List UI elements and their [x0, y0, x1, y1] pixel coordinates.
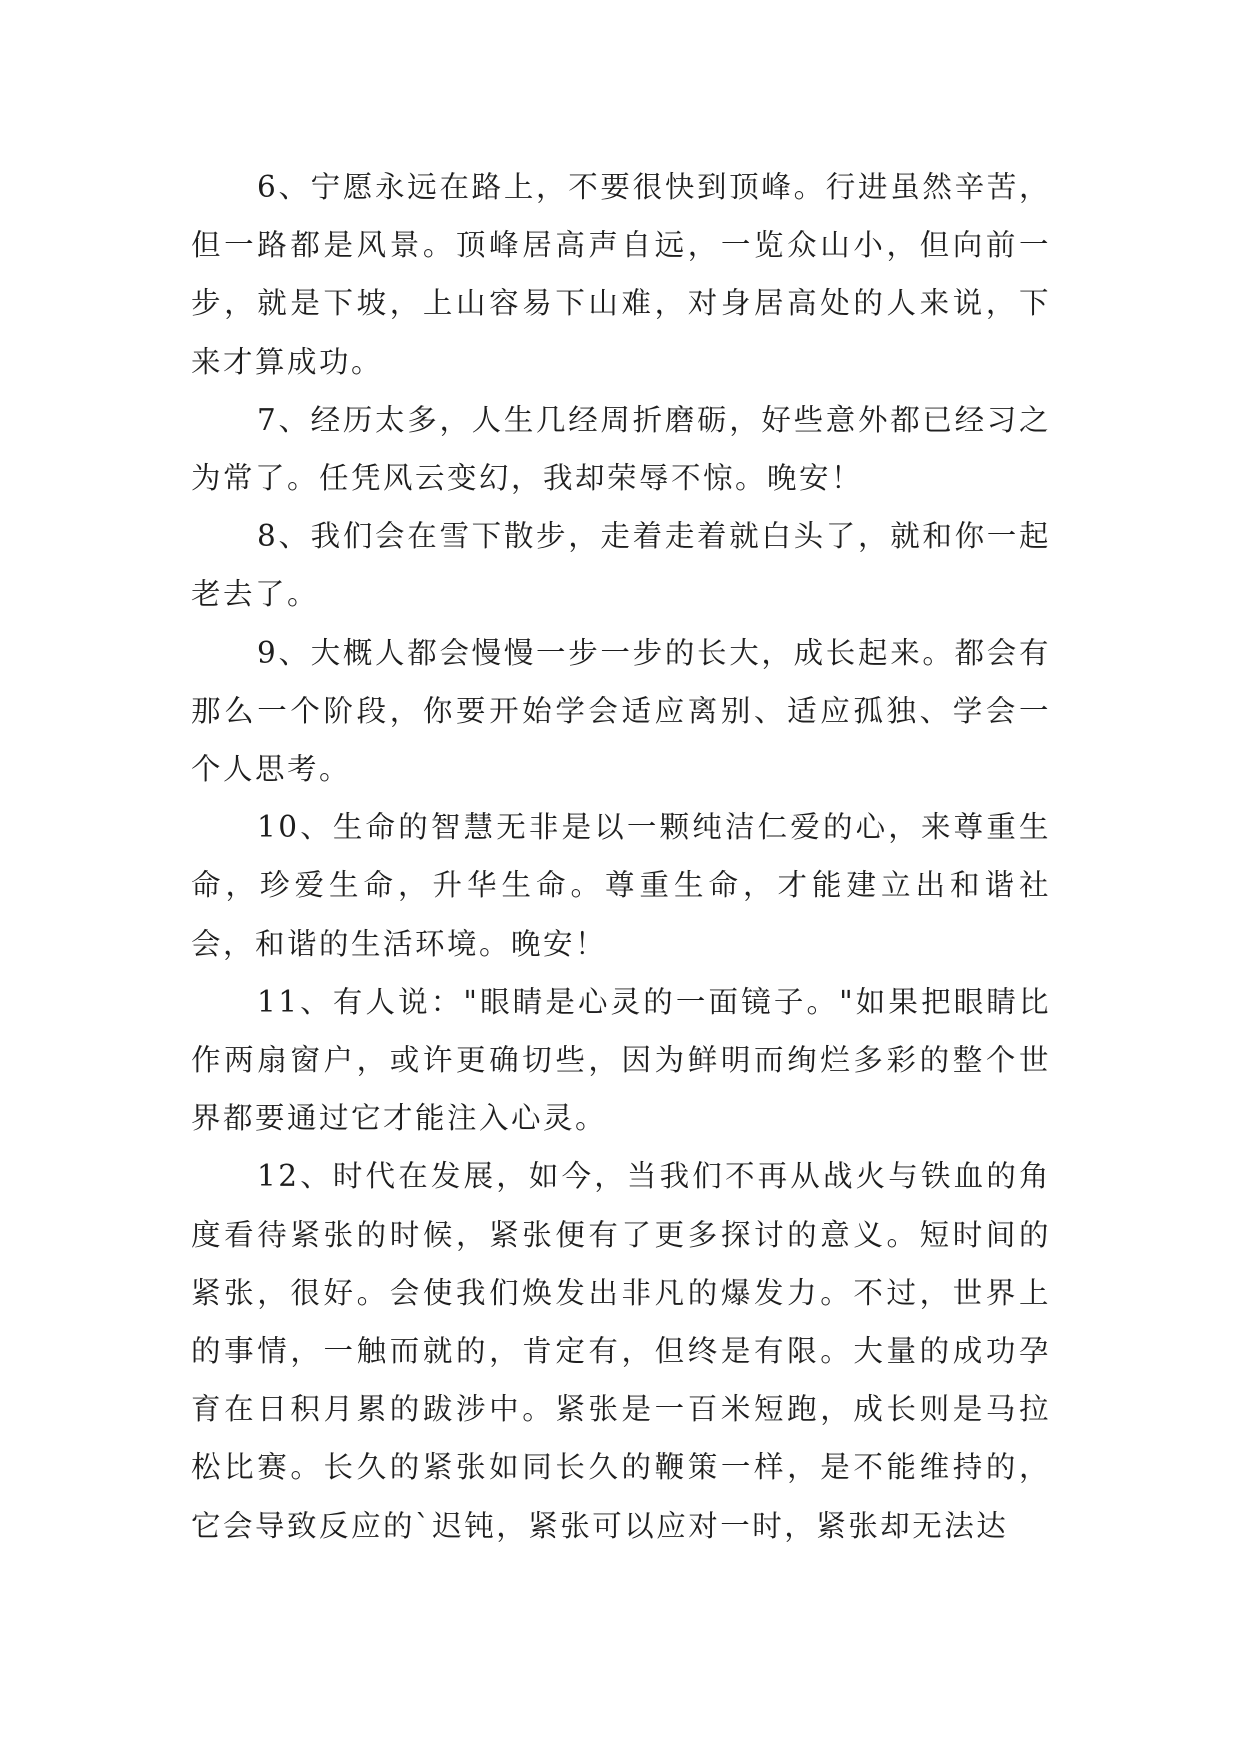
paragraph-11: 11、有人说："眼睛是心灵的一面镜子。"如果把眼睛比作两扇窗户，或许更确切些，因为鲜明而绚烂多彩的整个世界都要通过它才能注入心灵。	[191, 984, 1051, 1136]
paragraph-6: 6、宁愿永远在路上，不要很快到顶峰。行进虽然辛苦，但一路都是风景。顶峰居高声自远，一览众山小，但向前一步，就是下坡，上山容易下山难，对身居高处的人来说，下来才算成功。	[191, 170, 1051, 379]
paragraph-9: 9、大概人都会慢慢一步一步的长大，成长起来。都会有那么一个阶段，你要开始学会适应离别、适应孤独、学会一个人思考。	[191, 635, 1051, 787]
document-body	[191, 158, 1051, 1555]
paragraph-10: 10、生命的智慧无非是以一颗纯洁仁爱的心，来尊重生命，珍爱生命，升华生命。尊重生命，才能建立出和谐社会，和谐的生活环境。晚安！	[191, 810, 1051, 961]
paragraph-7: 7、经历太多，人生几经周折磨砺，好些意外都已经习之为常了。任凭风云变幻，我却荣辱不惊。晚安！	[191, 402, 1051, 496]
paragraph-12: 12、时代在发展，如今，当我们不再从战火与铁血的角度看待紧张的时候，紧张便有了更多探讨的意义。短时间的紧张，很好。会使我们焕发出非凡的爆发力。不过，世界上的事情，一触而就的，肯定有，但终是有限。大量的成功孕育在日积月累的跋涉中。紧张是一百米短跑，成长则是马拉松比赛。长久的紧张如同长久的鞭策一样，是不能维持的，它会导致反应的`迟钝，紧张可以应对一时，紧张却无法达	[191, 1159, 1051, 1543]
paragraph-8: 8、我们会在雪下散步，走着走着就白头了，就和你一起老去了。	[191, 519, 1051, 612]
